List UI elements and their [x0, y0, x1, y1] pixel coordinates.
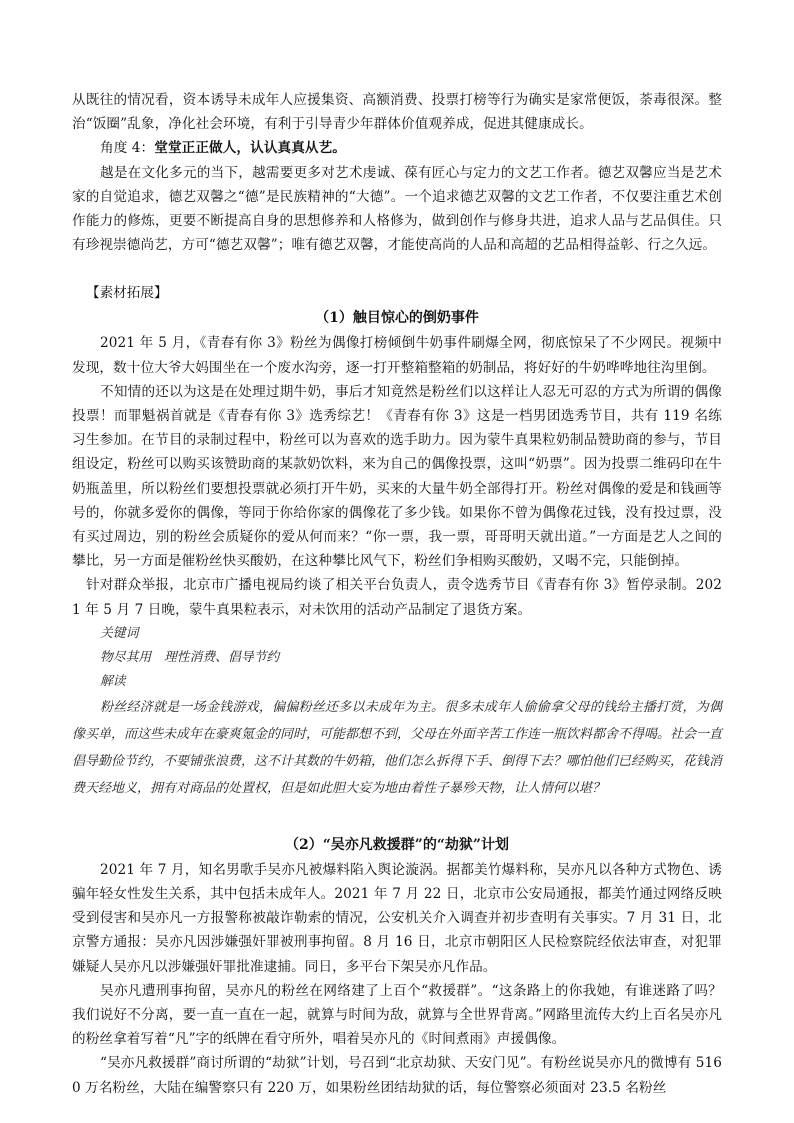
- intro-paragraph-2: 越是在文化多元的当下，越需要更多对艺术虔诚、葆有匠心与定力的文艺工作者。德艺双馨应当是艺术家的自觉追求，德艺双馨之“德”是民族精神的“大德”。一个追求德艺双馨的文艺工作者，不仅要注重艺术创作能力的修炼，更要不断提高自身的思想修养和人格修为，做到创作与修身共进，追求人品与艺品俱佳。只有珍视崇德尚艺，方可“德艺双馨”；唯有德艺双馨，才能使高尚的人品和高超的艺品相得益彰、行之久远。: [72, 164, 722, 254]
- item-1-heading: （1）触目惊心的倒奶事件: [315, 310, 479, 327]
- interpret-label: 解读: [100, 673, 126, 689]
- item-2-paragraph-1: 2021 年 7 月，知名男歌手吴亦凡被爆料陷入舆论漩涡。据都美竹爆料称，吴亦凡以各种方式物色、诱骗年轻女性发生关系，其中包括未成年人。2021 年 7 月 22 日，北京市公安局通报，都美竹通过网络反映受到侵害和吴亦凡一方报警称被敲诈勒索的情况，公安机关介入调查并初步查明有关事实。7 月 31 日，北京警方通报：吴亦凡因涉嫌强奸罪被刑事拘留。8 月 16 日，北京市朝阳区人民检察院经依法审查，对犯罪嫌疑人吴亦凡以涉嫌强奸罪批准逮捕。同日，多平台下架吴亦凡作品。: [72, 861, 722, 975]
- angle-4-title: 堂堂正正做人，认认真真从艺。: [154, 140, 346, 157]
- angle-4-label: 角度 4：: [100, 140, 155, 157]
- document-content: [72, 88, 722, 1100]
- item-2-paragraph-3: “吴亦凡救援群”商讨所谓的“劫狱”计划，号召到“北京劫狱、天安门见”。有粉丝说吴亦凡的微博有 5160 万名粉丝，大陆在编警察只有 220 万，如果粉丝团结劫狱的话，每位警察必须面对 23.5 名粉丝: [72, 1055, 722, 1096]
- item-2-paragraph-2: 吴亦凡遭刑事拘留，吴亦凡的粉丝在网络建了上百个“救援群”。“这条路上的你我她，有谁迷路了吗？我们说好不分离，要一直一直在一起，就算与时间为敌，就算与全世界背离。”网路里流传大约上百名吴亦凡的粉丝拿着写着“凡”字的纸牌在看守所外，唱着吴亦凡的《时间煮雨》声援偶像。: [72, 982, 722, 1048]
- keywords: 物尽其用 理性消费、倡导节约: [100, 649, 280, 665]
- item-1-paragraph-3: 针对群众举报，北京市广播电视局约谈了相关平台负责人，责令选秀节目《青春有你 3》暂停录制。2021 年 5 月 7 日晚，蒙牛真果粒表示，对未饮用的活动产品制定了退货方案。: [72, 577, 722, 618]
- intro-paragraph-1: 从既往的情况看，资本诱导未成年人应援集资、高额消费、投票打榜等行为确实是家常便饭，荼毒很深。整治“饭圈”乱象，净化社会环境，有利于引导青少年群体价值观养成，促进其健康成长。: [72, 92, 722, 133]
- section-label: 【素材拓展】: [86, 285, 168, 302]
- interpretation: 粉丝经济就是一场金钱游戏，偏偏粉丝还多以未成年为主。很多未成年人偷偷拿父母的钱给主播打赏，为偶像买单，而这些未成年在豪爽氪金的同时，可能都想不到，父母在外面辛苦工作连一瓶饮料都舍不得喝。社会一直倡导勤俭节约，不要铺张浪费，这不计其数的牛奶箱，他们怎么拆得下手、倒得下去？哪怕他们已经购买，花钱消费天经地义，拥有对商品的处置权，但是如此胆大妄为地由着性子暴殄天物，让人情何以堪？: [72, 699, 723, 796]
- item-1-paragraph-1: 2021 年 5 月，《青春有你 3》粉丝为偶像打榜倾倒牛奶事件刷爆全网，彻底惊呆了不少网民。视频中发现，数十位大爷大妈围坐在一个废水沟旁，逐一打开整箱整箱的奶制品，将好好的牛奶哗哗地往沟里倒。: [72, 335, 722, 376]
- item-1-paragraph-2: 不知情的还以为这是在处理过期牛奶，事后才知竟然是粉丝们以这样让人忍无可忍的方式为所谓的偶像投票！而罪魁祸首就是《青春有你 3》选秀综艺！《青春有你 3》这是一档男团选秀节目，共有 119 名练习生参加。在节目的录制过程中，粉丝可以为喜欢的选手助力。因为蒙牛真果粒奶制品赞助商的参与，节目组设定，粉丝可以购买该赞助商的某款奶饮料，来为自己的偶像投票，这叫“奶票”。因为投票二维码印在牛奶瓶盖里，所以粉丝们要想投票就必须打开牛奶，买来的大量牛奶全部得打开。粉丝对偶像的爱是和钱画等号的，你就多爱你的偶像，等同于你给你家的偶像花了多少钱。如果你不曾为偶像花过钱，没有投过票，没有买过周边，别的粉丝会质疑你的爱从何而来？“你一票，我一票，哥哥明天就出道。”一方面是艺人之间的攀比，另一方面是催粉丝快买酸奶，在这种攀比风气下，粉丝们争相购买酸奶，又喝不完，只能倒掉。: [72, 383, 722, 570]
- keyword-label: 关键词: [100, 625, 139, 641]
- angle-4-line: [72, 136, 722, 160]
- item-2-heading: （2）“吴亦凡救援群”的“劫狱”计划: [285, 836, 509, 853]
